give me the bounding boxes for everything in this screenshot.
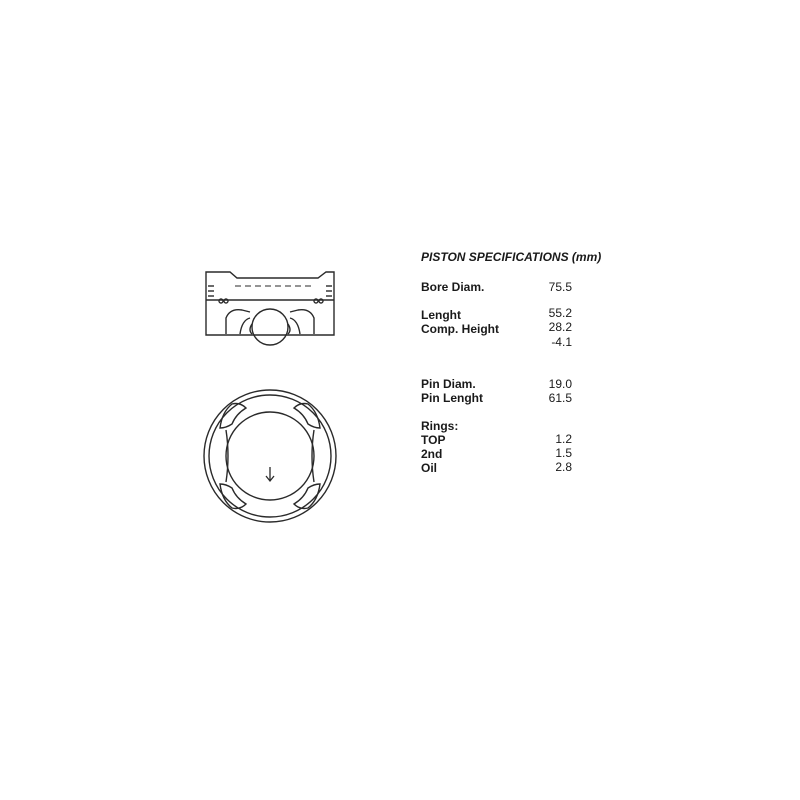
comp-height-label: Comp. Height [421,322,499,336]
lenght-label: Lenght [421,308,461,322]
ring-oil-label: Oil [421,461,438,475]
ring-top-value: 1.2 [555,432,572,446]
pin-diam-value: 19.0 [548,377,572,391]
piston-side-view [206,272,334,345]
rings-heading: Rings: [421,419,459,433]
ring-2nd-label: 2nd [421,447,443,461]
spec-title: PISTON SPECIFICATIONS (mm) [421,250,602,264]
extra-value: -4.1 [551,335,572,349]
comp-height-value: 28.2 [548,320,572,334]
ring-2nd-value: 1.5 [555,446,572,460]
pin-diam-label: Pin Diam. [421,377,476,391]
lenght-value: 55.2 [548,306,572,320]
down-arrow-icon [266,467,274,481]
bore-diam-label: Bore Diam. [421,280,485,294]
pin-lenght-label: Pin Lenght [421,391,483,405]
pin-lenght-value: 61.5 [548,391,572,405]
bore-diam-value: 75.5 [548,280,572,294]
ring-top-label: TOP [421,433,446,447]
piston-bottom-view [204,390,336,522]
ring-oil-value: 2.8 [555,460,572,474]
